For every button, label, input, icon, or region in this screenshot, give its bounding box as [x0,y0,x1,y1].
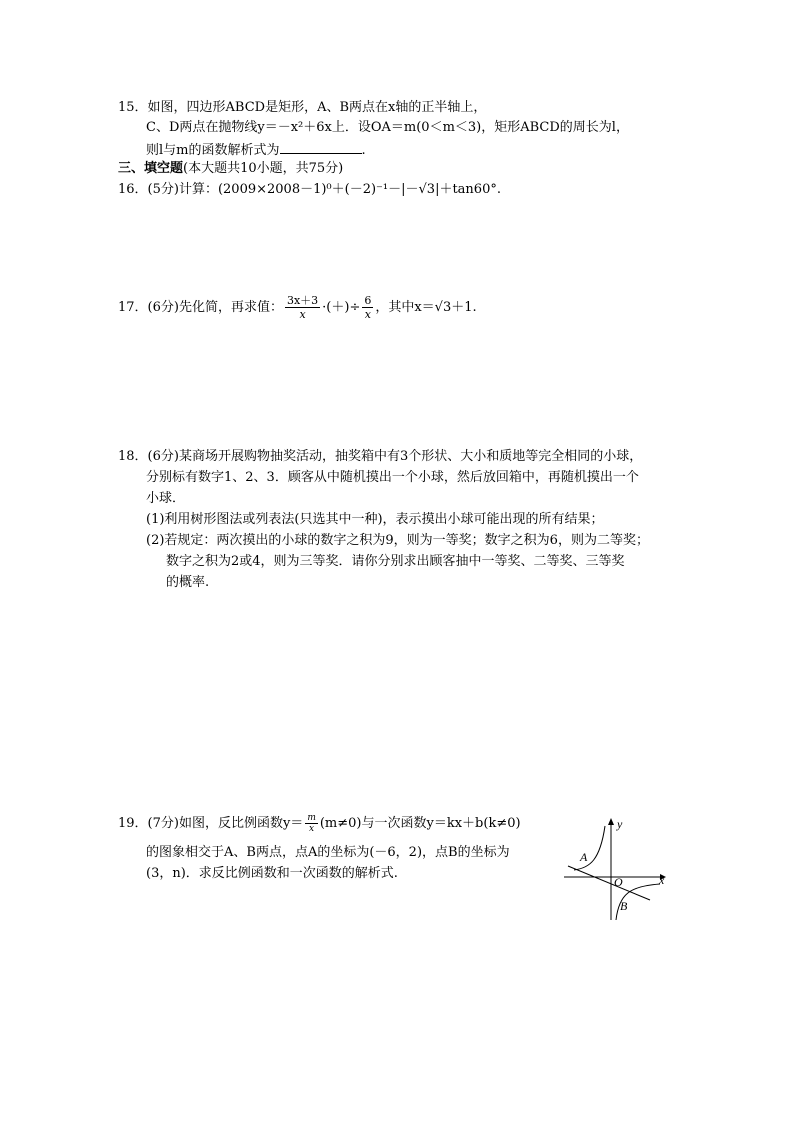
q16-text: 16．(5分)计算：(2009×2008－1)⁰＋(－2)⁻¹－|－√3|＋tan60°. [118,182,501,197]
q19-frac-denominator: x [309,824,315,834]
q15-line1: 15．如图，四边形ABCD是矩形，A、B两点在x轴的正半轴上， [118,100,487,115]
q17 [118,288,477,328]
q17-frac1-numerator: 3x＋3 [286,294,319,307]
answer-blank [280,141,362,154]
q17-suffix: ，其中x＝√3＋1. [375,300,477,315]
point-b-label: B [620,899,628,913]
q17-frac1-denominator: x [299,308,306,321]
q18-part2-line2: 数字之积为2或4，则为三等奖．请你分别求出顾客抽中一等奖、二等奖、三等奖 [166,554,625,569]
q18-line3: 小球． [146,491,186,506]
coordinate-graph [560,812,670,924]
point-a-label: A [580,850,588,864]
q19-line1-b: (m≠0)与一次函数y＝kx＋b(k≠0) [319,816,521,831]
q19-line1-a: 19．(7分)如图，反比例函数y＝ [118,816,304,831]
q18-part1: (1)利用树形图法或列表法(只选其中一种)，表示摸出小球可能出现的所有结果； [146,512,604,527]
q18-part2-line1: (2)若规定：两次摸出的小球的数字之积为9，则为一等奖；数字之积为6，则为二等奖； [146,533,649,548]
q17-frac2-denominator: x [364,308,371,321]
q17-prefix: 17．(6分)先化简，再求值： [118,300,283,315]
q19-fraction [305,813,318,834]
q15-line3-end: . [361,143,366,158]
section-title: 三、填空题 [118,161,184,176]
q17-middle: ·(＋)÷ [322,300,361,315]
y-axis-arrow [608,818,614,825]
section-heading [118,161,343,177]
q15-line2: C、D两点在抛物线y＝－x²＋6x上．设OA＝m(0＜m＜3)，矩形ABCD的周长为l， [146,120,629,135]
q19-line3: (3，n)．求反比例函数和一次函数的解析式. [146,866,398,881]
q18-line1: 18．(6分)某商场开展购物抽奖活动，抽奖箱中有3个形状、大小和质地等完全相同的小球， [118,449,643,464]
q17-fraction-2 [362,294,373,321]
q15-line3-text: 则l与m的函数解析式为 [146,143,280,158]
x-axis-label: x [659,873,665,887]
q19-line1 [118,806,521,842]
q19-line2: 的图象相交于A、B两点，点A的坐标为(－6，2)，点B的坐标为 [146,845,510,860]
q18-part2-line3: 的概率. [166,575,210,590]
linear-function-line [568,866,650,900]
q15-line3 [146,141,366,159]
q17-fraction-1 [285,294,320,321]
q17-frac2-numerator: 6 [364,294,372,307]
q19-frac-numerator: m [307,813,316,823]
y-axis-label: y [617,817,623,831]
q18-line2: 分别标有数字1、2、3．顾客从中随机摸出一个小球，然后放回箱中，再随机摸出一个 [146,470,639,485]
section-note: (本大题共10小题，共75分) [183,161,344,176]
hyperbola-branch-upper [574,826,605,870]
origin-label: O [614,875,623,889]
